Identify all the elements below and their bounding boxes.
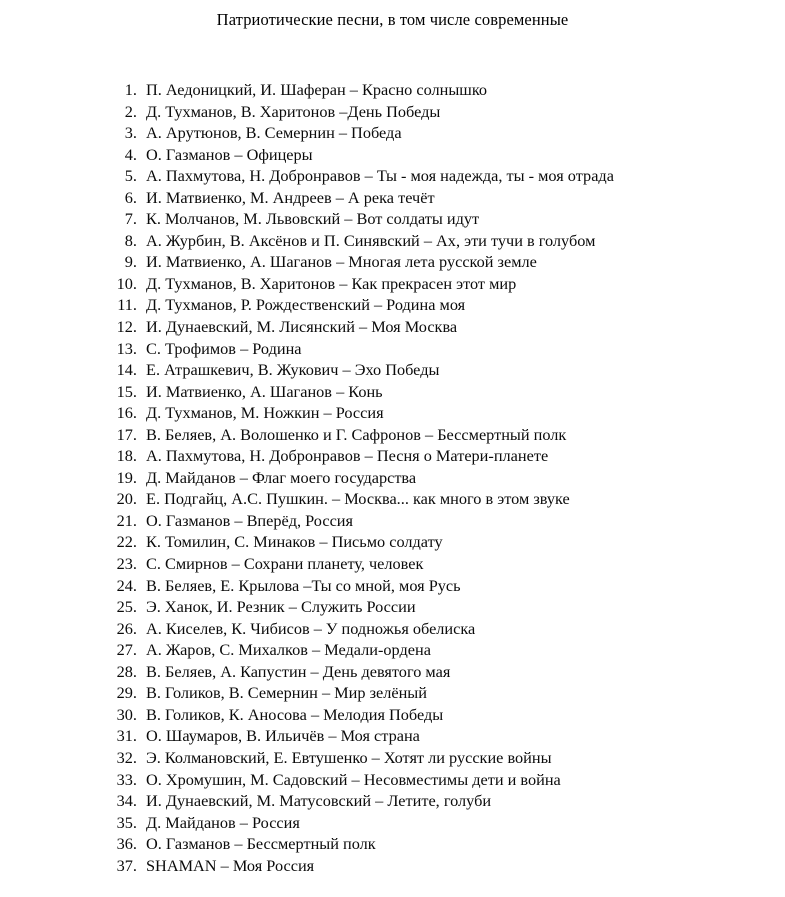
list-item <box>0 424 785 446</box>
list-item <box>0 294 785 316</box>
list-item-text: Д. Майданов – Россия <box>146 812 300 832</box>
list-item <box>0 165 785 187</box>
list-item <box>0 230 785 252</box>
list-item-number: 5. <box>124 166 137 186</box>
list-item-number: 27. <box>116 640 137 660</box>
list-item-number: 13. <box>116 338 137 358</box>
list-item-number: 35. <box>116 812 137 832</box>
list-item-number: 23. <box>116 554 137 574</box>
list-item-text: О. Шаумаров, В. Ильичёв – Моя страна <box>146 726 420 746</box>
list-item-text: И. Дунаевский, М. Матусовский – Летите, голуби <box>146 791 492 811</box>
list-item <box>0 381 785 403</box>
list-item-text: К. Томилин, С. Минаков – Письмо солдату <box>146 532 443 552</box>
list-item-text: Э. Колмановский, Е. Евтушенко – Хотят ли русские войны <box>146 747 552 767</box>
list-item-number: 8. <box>124 230 137 250</box>
list-item <box>0 833 785 855</box>
list-item <box>0 575 785 597</box>
list-item-number: 7. <box>124 209 137 229</box>
list-item <box>0 273 785 295</box>
list-item-text: С. Трофимов – Родина <box>146 338 302 358</box>
list-item <box>0 725 785 747</box>
list-item <box>0 338 785 360</box>
list-item <box>0 316 785 338</box>
list-item <box>0 402 785 424</box>
list-item-text: А. Пахмутова, Н. Добронравов – Песня о Матери-планете <box>146 446 549 466</box>
list-item-text: К. Молчанов, М. Львовский – Вот солдаты идут <box>146 209 480 229</box>
list-item-text: Д. Тухманов, В. Харитонов –День Победы <box>146 101 441 121</box>
list-item <box>0 467 785 489</box>
list-item-number: 16. <box>116 403 137 423</box>
list-item-number: 4. <box>124 144 137 164</box>
list-item-text: А. Журбин, В. Аксёнов и П. Синявский – Ах, эти тучи в голубом <box>146 230 596 250</box>
list-item-text: О. Хромушин, М. Садовский – Несовместимы дети и война <box>146 769 561 789</box>
list-item-text: И. Матвиенко, М. Андреев – А река течёт <box>146 187 435 207</box>
list-item-text: В. Голиков, К. Аносова – Мелодия Победы <box>146 704 444 724</box>
list-item-number: 37. <box>116 855 137 875</box>
list-item <box>0 359 785 381</box>
list-item-text: П. Аедоницкий, И. Шаферан – Красно солнышко <box>146 80 488 99</box>
list-item <box>0 553 785 575</box>
list-item-text: С. Смирнов – Сохрани планету, человек <box>146 554 424 574</box>
list-item-text: В. Беляев, Е. Крылова –Ты со мной, моя Русь <box>146 575 461 595</box>
list-item <box>0 704 785 726</box>
list-item-number: 28. <box>116 661 137 681</box>
list-item-number: 34. <box>116 791 137 811</box>
list-item <box>0 618 785 640</box>
list-item-number: 18. <box>116 446 137 466</box>
list-item-number: 2. <box>124 101 137 121</box>
list-item <box>0 510 785 532</box>
list-item-number: 10. <box>116 273 137 293</box>
list-item-number: 17. <box>116 424 137 444</box>
list-item <box>0 488 785 510</box>
list-item-text: SHAMAN – Моя Россия <box>146 855 315 875</box>
page-title: Патриотические песни, в том числе современные <box>216 10 569 29</box>
list-item <box>0 208 785 230</box>
list-item-number: 20. <box>116 489 137 509</box>
list-item <box>0 769 785 791</box>
list-item <box>0 79 785 101</box>
list-item-number: 1. <box>124 80 137 99</box>
list-item-number: 33. <box>116 769 137 789</box>
list-item-text: А. Жаров, С. Михалков – Медали-ордена <box>146 640 431 660</box>
list-item-text: Д. Тухманов, В. Харитонов – Как прекрасен этот мир <box>146 273 517 293</box>
list-item-text: О. Газманов – Вперёд, Россия <box>146 510 354 530</box>
list-item-text: В. Беляев, А. Волошенко и Г. Сафронов – Бессмертный полк <box>146 424 567 444</box>
list-item-number: 30. <box>116 704 137 724</box>
list-item-text: В. Беляев, А. Капустин – День девятого мая <box>146 661 451 681</box>
list-item-text: Д. Майданов – Флаг моего государства <box>146 467 417 487</box>
list-item-text: В. Голиков, В. Семернин – Мир зелёный <box>146 683 427 703</box>
list-item-number: 32. <box>116 747 137 767</box>
list-item-text: О. Газманов – Офицеры <box>146 144 313 164</box>
list-item-number: 9. <box>124 252 137 272</box>
list-item-text: Э. Ханок, И. Резник – Служить России <box>146 597 416 617</box>
list-item-number: 36. <box>116 834 137 854</box>
list-item-text: И. Дунаевский, М. Лисянский – Моя Москва <box>146 317 458 337</box>
list-item <box>0 790 785 812</box>
list-item-number: 22. <box>116 532 137 552</box>
list-item <box>0 682 785 704</box>
list-item-text: А. Пахмутова, Н. Добронравов – Ты - моя надежда, ты - моя отрада <box>146 166 614 186</box>
list-item-number: 14. <box>116 360 137 380</box>
list-item-text: А. Арутюнов, В. Семернин – Победа <box>146 123 402 143</box>
list-item-text: Д. Тухманов, Р. Рождественский – Родина моя <box>146 295 466 315</box>
list-item-number: 6. <box>124 187 137 207</box>
list-item-number: 21. <box>116 510 137 530</box>
list-item-number: 15. <box>116 381 137 401</box>
list-item-number: 24. <box>116 575 137 595</box>
list-item <box>0 122 785 144</box>
list-item-number: 29. <box>116 683 137 703</box>
song-list <box>0 79 785 876</box>
list-item-number: 11. <box>117 295 137 315</box>
list-item-number: 3. <box>124 123 137 143</box>
list-item-text: Е. Подгайц, А.С. Пушкин. – Москва... как много в этом звуке <box>146 489 570 509</box>
list-item-number: 19. <box>116 467 137 487</box>
list-item <box>0 855 785 877</box>
list-item <box>0 747 785 769</box>
list-item-text: И. Матвиенко, А. Шаганов – Конь <box>146 381 383 401</box>
list-item-text: Д. Тухманов, М. Ножкин – Россия <box>146 403 384 423</box>
list-item <box>0 661 785 683</box>
list-item-text: И. Матвиенко, А. Шаганов – Многая лета русской земле <box>146 252 537 272</box>
list-item <box>0 445 785 467</box>
list-item <box>0 639 785 661</box>
list-item-text: А. Киселев, К. Чибисов – У подножья обелиска <box>146 618 476 638</box>
list-item-text: Е. Атрашкевич, В. Жукович – Эхо Победы <box>146 360 440 380</box>
list-item <box>0 101 785 123</box>
list-item-number: 26. <box>116 618 137 638</box>
list-item-number: 12. <box>116 317 137 337</box>
list-item-text: О. Газманов – Бессмертный полк <box>146 834 376 854</box>
list-item <box>0 144 785 166</box>
list-item <box>0 251 785 273</box>
list-item <box>0 596 785 618</box>
list-item <box>0 187 785 209</box>
list-item <box>0 531 785 553</box>
list-item-number: 25. <box>116 597 137 617</box>
list-item <box>0 812 785 834</box>
list-item-number: 31. <box>116 726 137 746</box>
